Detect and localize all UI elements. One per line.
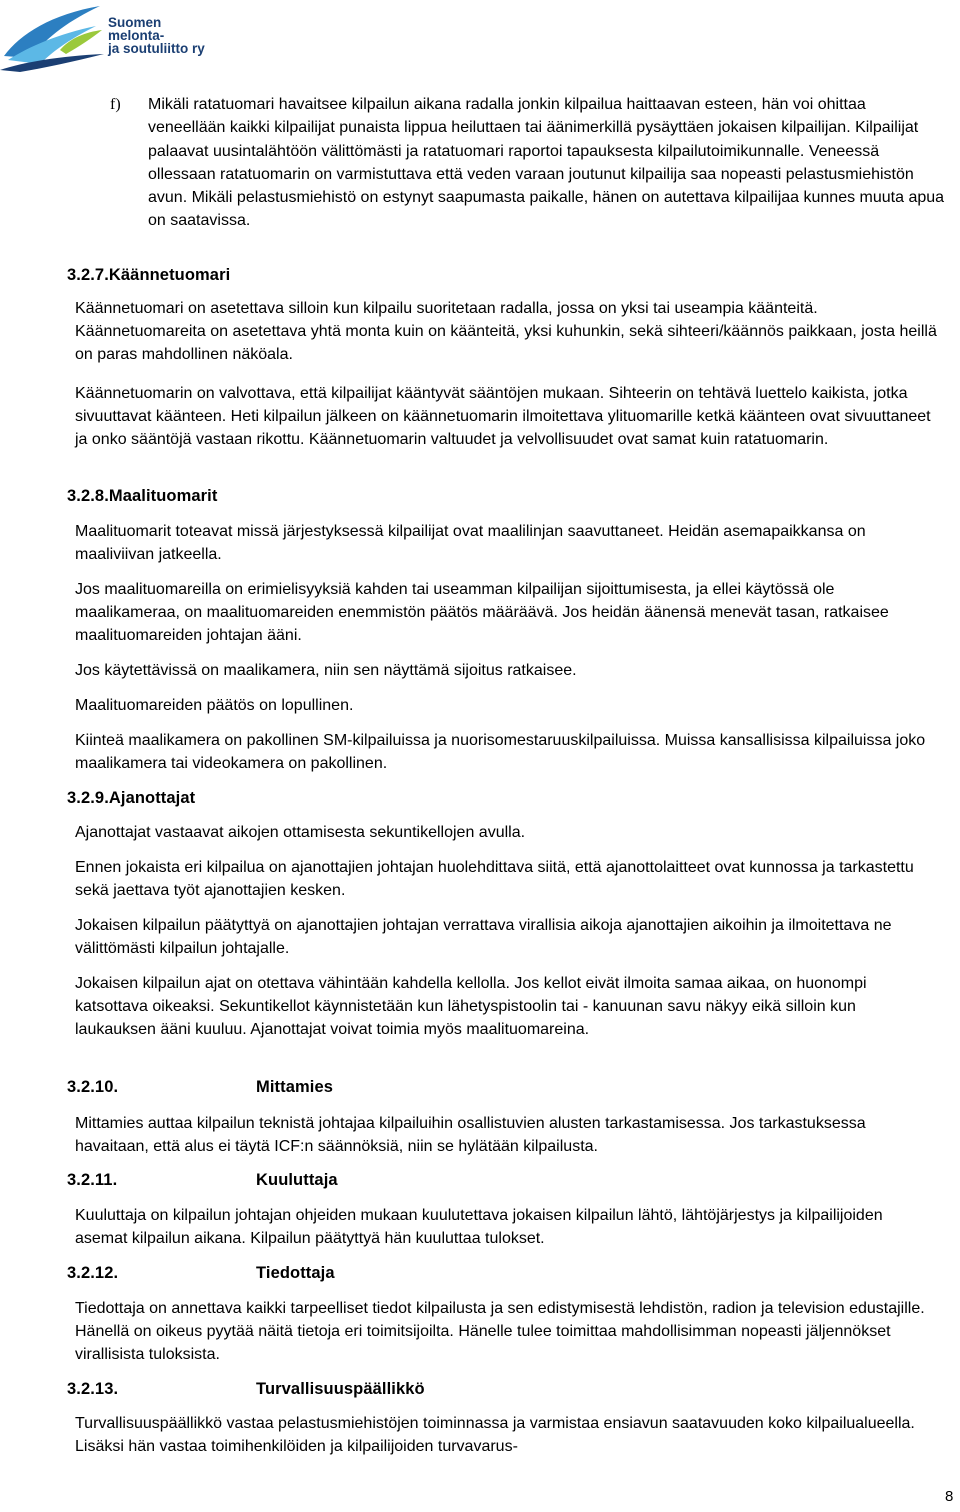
paragraph: Käännetuomari on asetettava silloin kun kilpailu suoritetaan radalla, jossa on yksi tai useampia käänteitä. Käännetuomareita on asetettava yhtä monta kuin on käänteitä, yksi kuhunkin, sekä sihteeri/käännös paikkaan, josta heillä on paras mahdollinen näköala. <box>75 300 937 364</box>
logo-line-3: ja soutuliitto ry <box>108 41 205 56</box>
paragraph: Jos käytettävissä on maalikamera, niin sen näyttämä sijoitus ratkaisee. <box>75 662 577 679</box>
paragraph: Ennen jokaista eri kilpailua on ajanottajien johtajan huolehdittava siitä, että ajanottolaitteet ovat kunnossa ja tarkastettu sekä jaettava työt ajanottajien kesken. <box>75 859 914 900</box>
logo-line-2: melonta- <box>108 28 165 43</box>
section-heading-3-2-7: 3.2.7.Käännetuomari <box>67 266 231 284</box>
section-heading-3-2-9: 3.2.9.Ajanottajat <box>67 789 196 807</box>
logo-line-1: Suomen <box>108 15 162 30</box>
section-number: 3.2.13. <box>67 1380 119 1398</box>
section-number: 3.2.12. <box>67 1264 119 1282</box>
list-marker: f) <box>110 96 121 113</box>
paragraph: Jokaisen kilpailun ajat on otettava vähintään kahdella kellolla. Jos kellot eivät ilmoita samaa aikaa, on huonompi katsottava oikeaksi. Sekuntikellot käynnistetään kun lähetyspistoolin tai - kanuunan savu näkyy eikä silloin kun laukauksen ääni kuuluu. Ajanottajat voivat toimia myös maalituomareina. <box>75 975 867 1039</box>
section-title: Turvallisuuspäällikkö <box>256 1380 425 1398</box>
organization-logo <box>0 0 230 80</box>
list-item-text: Mikäli ratatuomari havaitsee kilpailun aikana radalla jonkin kilpailua haittaavan esteen, hän voi ohittaa veneellään kaikki kilpailijat punaista lippua heiluttaen tai äänimerkillä pysäyttäen jokaisen kilpailijan. Kilpailijat palaavat uusintalähtöön välittömästi ja ratatuomari raportoi tapauksesta kilpailutoimikunnalle. Veneessä ollessaan ratatuomarin on varmistuttava että veden varaan joutunut kilpailija saa nopeasti pelastusmiehistön avun. Mikäli pelastusmiehistö on estynyt saapumasta paikalle, hänen on autettava kilpailijaa kunnes muuta apua on saatavissa. <box>148 96 945 230</box>
section-title: Mittamies <box>256 1078 334 1096</box>
paragraph: Käännetuomarin on valvottava, että kilpailijat kääntyvät sääntöjen mukaan. Sihteerin on tehtävä luettelo kaikista, jotka sivuuttavat käänteen. Heti kilpailun jälkeen on käännetuomarin ilmoitettava ylituomarille ketkä käänteen ovat sivuuttaneet ja onko sääntöjä vastaan rikottu. Käännetuomarin valtuudet ja velvollisuudet ovat samat kuin ratatuomarin. <box>75 385 931 449</box>
section-title: Tiedottaja <box>256 1264 335 1282</box>
paragraph: Mittamies auttaa kilpailun teknistä johtajaa kilpailuihin osallistuvien alusten tarkastamisessa. Jos tarkastuksessa havaitaan, että alus ei täytä ICF:n säännöksiä, niin se hylätään kilpailusta. <box>75 1115 866 1156</box>
paragraph: Maalituomarit toteavat missä järjestyksessä kilpailijat ovat maalilinjan saavuttaneet. Heidän asemapaikkansa on maaliviivan jatkeella. <box>75 523 866 564</box>
section-number: 3.2.11. <box>67 1171 118 1189</box>
paragraph: Turvallisuuspäällikkö vastaa pelastusmiehistöjen toiminnassa ja varmistaa ensiavun saatavuuden koko kilpailualueella. Lisäksi hän vastaa toimihenkilöiden ja kilpailijoiden turvavarus- <box>75 1415 915 1456</box>
logo-text <box>108 16 205 55</box>
paragraph: Maalituomareiden päätös on lopullinen. <box>75 697 354 714</box>
paragraph: Jokaisen kilpailun päätyttyä on ajanottajien johtajan verrattava virallisia aikoja ajanottajien aikoihin ja ilmoitettava ne välittömästi kilpailun johtajalle. <box>75 917 892 958</box>
page-number: 8 <box>945 1488 954 1505</box>
paragraph: Kiinteä maalikamera on pakollinen SM-kilpailuissa ja nuorisomestaruuskilpailuissa. Muissa kansallisissa kilpailuissa joko maalikamera tai videokamera on pakollinen. <box>75 732 926 773</box>
list-item-f <box>110 93 946 233</box>
section-number: 3.2.10. <box>67 1078 119 1096</box>
paddle-wave-logo-icon <box>0 0 110 72</box>
section-heading-3-2-8: 3.2.8.Maalituomarit <box>67 487 218 505</box>
paragraph: Tiedottaja on annettava kaikki tarpeelliset tiedot kilpailusta ja sen edistymisestä lehdistön, radion ja television edustajille. Hänellä on oikeus pyytää näitä tietoja eri toimitsijoilta. Hänelle tulee toimittaa mahdollisimman nopeasti jäljennökset virallisista tuloksista. <box>75 1300 925 1364</box>
paragraph: Ajanottajat vastaavat aikojen ottamisesta sekuntikellojen avulla. <box>75 824 526 841</box>
section-title: Kuuluttaja <box>256 1171 338 1189</box>
paragraph: Kuuluttaja on kilpailun johtajan ohjeiden mukaan kuulutettava jokaisen kilpailun lähtö, lähtöjärjestys ja kilpailijoiden asemat kilpailun aikana. Kilpailun päätyttyä hän kuuluttaa tulokset. <box>75 1207 883 1248</box>
paragraph: Jos maalituomareilla on erimielisyyksiä kahden tai useamman kilpailijan sijoittumisesta, ja ellei käytössä ole maalikameraa, on maalituomareiden enemmistön päätös määräävä. Jos heidän äänensä menevät tasan, ratkaisee maalituomareiden johtajan ääni. <box>75 581 889 645</box>
